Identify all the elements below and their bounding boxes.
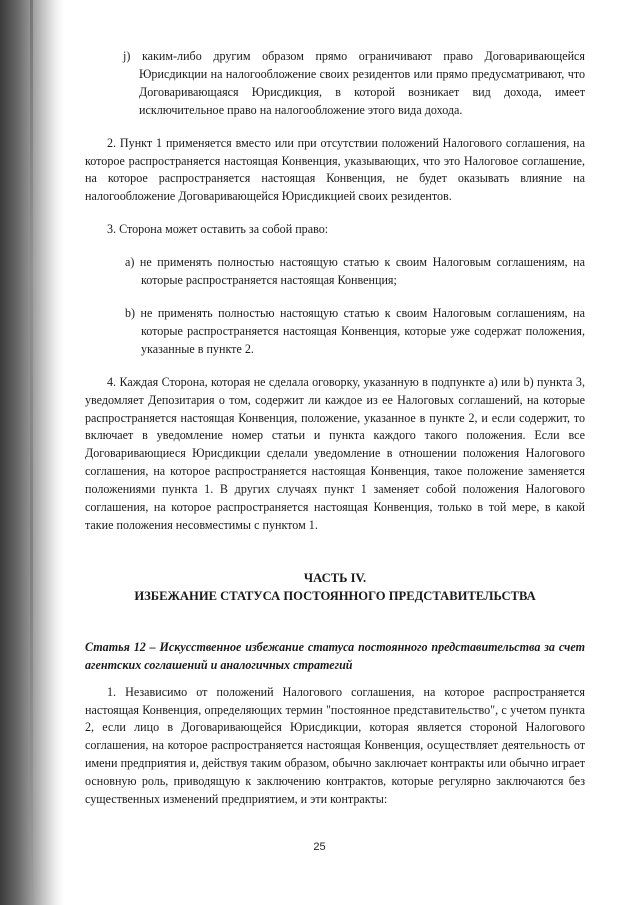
page-number: 25 [313, 841, 326, 853]
paragraph-2: 2. Пункт 1 применяется вместо или при отсутствии положений Налогового соглашения, на которое распространяется настоящая Конвенция, указывающих, что это Налоговое соглашение, на которое распространяется настоящая Конвенция, не будет оказывать влияние на налогообложение Договаривающейся Юрисдикцией своих резидентов. [85, 135, 585, 204]
paragraph-4: 4. Каждая Сторона, которая не сделала оговорку, указанную в подпункте a) или b) пункта 3, уведомляет Депозитария о том, содержит ли каждое из ее Налоговых соглашений, на которые распространяется настоящая Конвенция, положение, указанное в пункте 2, и если содержит, то включает в уведомление номер статьи и пункта каждого такого положения. Если все Договаривающиеся Юрисдикции сделали уведомление в отношении положения Налогового соглашения, на которое распространяется настоящая Конвенция, такое положение заменяется положениями пункта 1. В других случаях пункт 1 заменяет собой положения Налогового соглашения, на которое распространяется настоящая Конвенция, только в той мере, в какой такие положения несовместимы с пунктом 1. [85, 374, 585, 532]
scan-shadow-edge [0, 0, 64, 905]
paragraph-3: 3. Сторона может оставить за собой право: [107, 222, 329, 237]
subparagraph-j: j) каким-либо другим образом прямо ограничивают право Договаривающейся Юрисдикции на налогообложение своих резидентов или прямо предусматривают, что Договаривающаяся Юрисдикция, в которой возникает вид дохода, имеет исключительное право на налогообложение этого вида дохода. [123, 49, 585, 117]
part-title-heading: ИЗБЕЖАНИЕ СТАТУСА ПОСТОЯННОГО ПРЕДСТАВИТЕЛЬСТВА [134, 588, 536, 603]
document-page [85, 48, 585, 809]
part-number-heading: ЧАСТЬ IV. [303, 570, 367, 585]
article-12-paragraph-1: 1. Независимо от положений Налогового соглашения, на которое распространяется настоящая Конвенция, определяющих термин "постоянное представительство", с учетом пункта 2, если лицо в Договаривающейся Юрисдикции, которая является стороной Налогового соглашения, на которое распространяется настоящая Конвенция, осуществляет деятельность от имени предприятия и, действуя таким образом, обычно заключает контракты или обычно играет основную роль, приводящую к заключению контрактов, которые регулярно заключаются без существенных изменений предприятием, и эти контракты: [85, 684, 585, 807]
article-12-title: Статья 12 – Искусственное избежание статуса постоянного представительства за счет агентских соглашений и аналогичных стратегий [85, 639, 585, 672]
subparagraph-3b: b) не применять полностью настоящую статью к своим Налоговым соглашениям, на которые распространяется настоящая Конвенция, которые уже содержат положения, указанные в пункте 2. [125, 305, 585, 356]
subparagraph-3a: a) не применять полностью настоящую статью к своим Налоговым соглашениям, на которые распространяется настоящая Конвенция; [125, 255, 585, 288]
